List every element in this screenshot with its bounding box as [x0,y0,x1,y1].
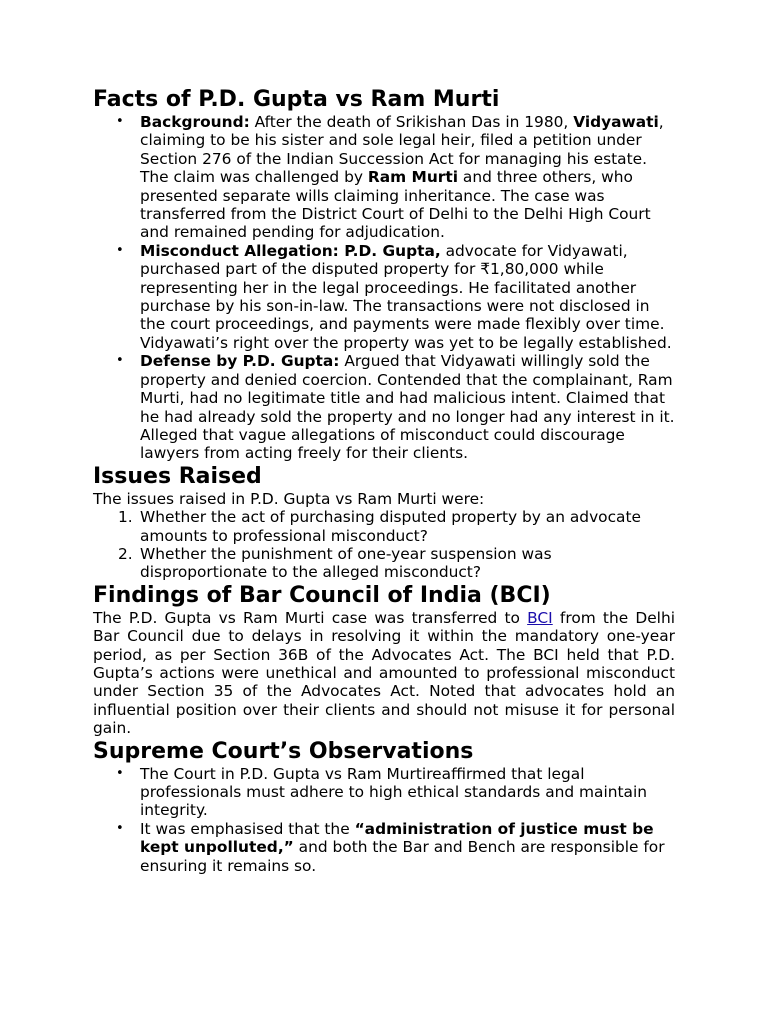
sc-list [93,765,675,875]
document-page [93,86,675,875]
list-item-background [140,113,675,242]
item-text: and both the Bar and Bench are responsible for ensuring it remains so. [140,838,665,875]
item-text: The Court in P.D. Gupta vs Ram Murtireaffirmed that legal professionals must adhere to high ethical standards and maintain integrity. [140,764,647,820]
item-text: Whether the act of purchasing disputed property by an advocate amounts to professional misconduct? [140,508,641,545]
item-text: After the death of Srikishan Das in 1980, [249,113,574,131]
item-number: 1. [118,508,133,527]
item-text: Argued that Vidyawati willingly sold the property and denied coercion. Contended that the complainant, Ram Murti, had no legitimate title and had malicious intent. Claimed that he had already sold the property and no longer had any interest in it. Alleged that vague allegations of misconduct could discourage lawyers from acting freely for their clients. [140,352,675,463]
item-text: Whether the punishment of one-year suspension was disproportionate to the alleged misconduct? [140,544,552,582]
item-label: Background: [140,113,250,131]
bci-link[interactable]: BCI [527,608,553,627]
item-text: , claiming to be his sister and sole legal heir, filed a petition under Section 276 of the Indian Succession Act for managing his estate. The claim was challenged by [140,113,664,187]
item-label: Misconduct Allegation: P.D. Gupta, [140,241,441,260]
list-item-defense [140,352,675,462]
item-number: 2. [118,544,133,563]
bci-paragraph [93,609,675,738]
list-item-sc-1 [140,765,675,820]
list-item-issue-1 [118,508,675,545]
facts-heading: Facts of P.D. Gupta vs Ram Murti [93,87,500,112]
paragraph-text: from the Delhi Bar Council due to delays in resolving it within the mandatory one-year period, as per Section 36B of the Advocates Act. The BCI held that P.D. Gupta’s actions were unethical and amounted to professional misconduct under Section 35 of the Advocates Act. Noted that advocates hold an influential position over their clients and should not misuse it for personal gain. [93,608,675,738]
issues-intro: The issues raised in P.D. Gupta vs Ram Murti were: [93,489,485,508]
item-text: advocate for Vidyawati, purchased part of the disputed property for ₹1,80,000 while representing her in the legal proceedings. He facilitated another purchase by his son-in-law. The transactions were not disclosed in the court proceedings, and payments were made flexibly over time. Vidyawati’s right over the property was yet to be legally established. [140,241,672,352]
issues-heading: Issues Raised [93,463,262,489]
item-bold: “administration of justice must be kept unpolluted,” [140,819,654,857]
item-text: and three others, who presented separate wills claiming inheritance. The case was transferred from the District Court of Delhi to the Delhi High Court and remained pending for adjudication. [140,168,651,242]
item-text: It was emphasised that the [140,819,355,838]
list-item-misconduct [140,242,675,352]
item-bold: Ram Murti [367,168,459,187]
sc-heading: Supreme Court’s Observations [93,738,474,764]
facts-list [93,113,675,463]
paragraph-text: The P.D. Gupta vs Ram Murti case was transferred to [93,608,528,627]
item-label: Defense by P.D. Gupta: [140,352,340,371]
item-bold: Vidyawati [573,113,659,131]
list-item-issue-2 [118,544,675,582]
bci-heading: Findings of Bar Council of India (BCI) [93,582,551,608]
issues-list [93,508,675,582]
list-item-sc-2 [140,820,675,875]
